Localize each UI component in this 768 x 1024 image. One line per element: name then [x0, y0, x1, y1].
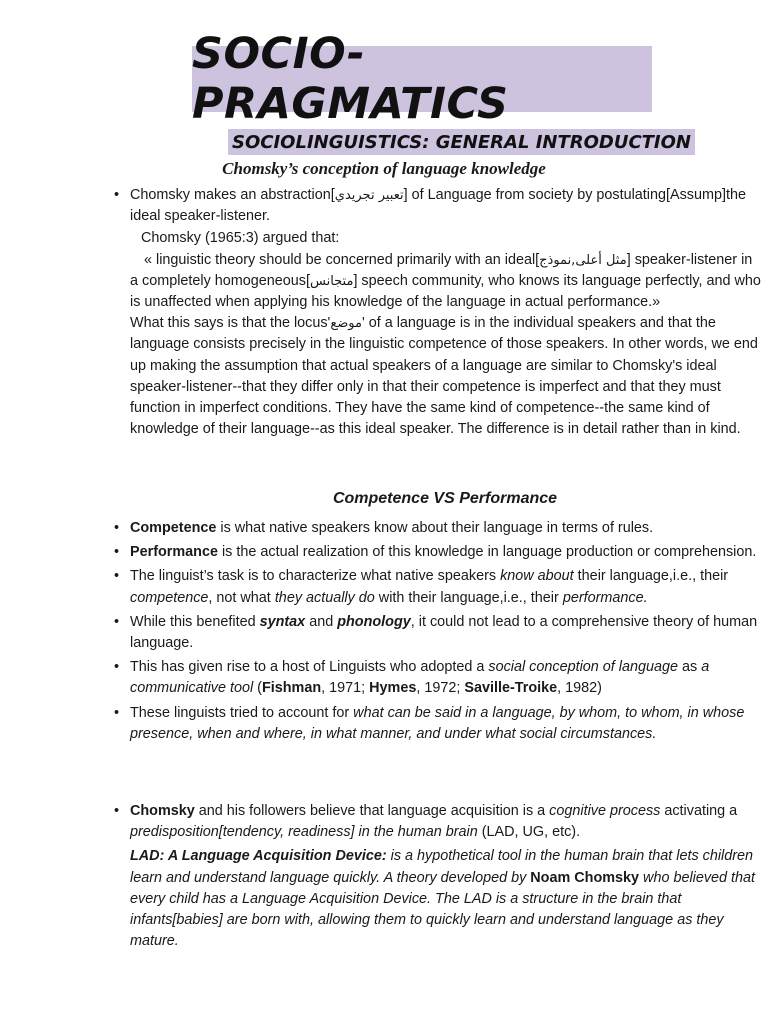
quote-text: « linguistic theory should be concerned primarily with an ideal[مثل أعلى,نموذج] speaker-listener in a completely homogeneous[متجانس] speech community, who knows its language perfectly, and who is unaffected when applying his knowledge of the language in actual performance.»	[130, 251, 761, 311]
list-item: • Chomsky makes an abstraction[تعبير تجريدي] of Language from society by postulating[Assump]the ideal speaker-listener.	[114, 187, 746, 225]
intro-section	[114, 185, 764, 440]
list-item: • Performance is the actual realization of this knowledge in language production or comprehension.	[114, 544, 757, 561]
acquisition-section	[114, 801, 764, 952]
section-heading-competence: Competence VS Performance	[332, 490, 558, 507]
list-item: • The linguist’s task is to characterize what native speakers know about their language,i.e., their competence, not what they actually do with their language,i.e., their performance.	[114, 568, 729, 606]
list-item: • While this benefited syntax and phonology, it could not lead to a comprehensive theory of human language.	[114, 613, 758, 652]
page-title: SOCIO-PRAGMATICS	[192, 46, 652, 112]
explanation-paragraph: What this says is that the locus'موضع' of a language is in the individual speakers and that the language consists precisely in the linguistic competence of those speakers. In other words, we end up making the assumption that actual speakers of a language are similar to Chomsky's ideal speaker-listener--that they differ only in that their competence is imperfect and that they must function in imperfect conditions. They have the same kind of competence--the same kind of knowledge of their language--as this ideal speaker. The difference is in detail rather than in kind.	[130, 315, 758, 438]
list-item: • Chomsky and his followers believe that language acquisition is a cognitive process activating a predisposition[tendency, readiness] in the human brain (LAD, UG, etc).	[114, 803, 738, 841]
list-item: • This has given rise to a host of Linguists who adopted a social conception of language as a communicative tool (Fishman, 1971; Hymes, 1972; Saville-Troike, 1982)	[114, 659, 710, 697]
list-item: • Competence is what native speakers know about their language in terms of rules.	[114, 520, 654, 536]
competence-section	[114, 518, 764, 745]
section-heading-chomsky: Chomsky’s conception of language knowledge	[222, 159, 546, 178]
bullet: •	[114, 187, 120, 203]
lad-definition: LAD: A Language Acquisition Device: is a hypothetical tool in the human brain that lets children learn and understand language quickly. A theory developed by Noam Chomsky who believed that every child has a Language Acquisition Device. The LAD is a structure in the brain that infants[babies] are born with, allowing them to quickly learn and understand language as they mature.	[130, 848, 756, 950]
page-subtitle: SOCIOLINGUISTICS: GENERAL INTRODUCTION	[228, 129, 695, 155]
list-item: • These linguists tried to account for what can be said in a language, by whom, to whom, in whose presence, when and where, in what manner, and under what social circumstances.	[114, 704, 745, 742]
quote-intro: Chomsky (1965:3) argued that:	[141, 230, 340, 247]
